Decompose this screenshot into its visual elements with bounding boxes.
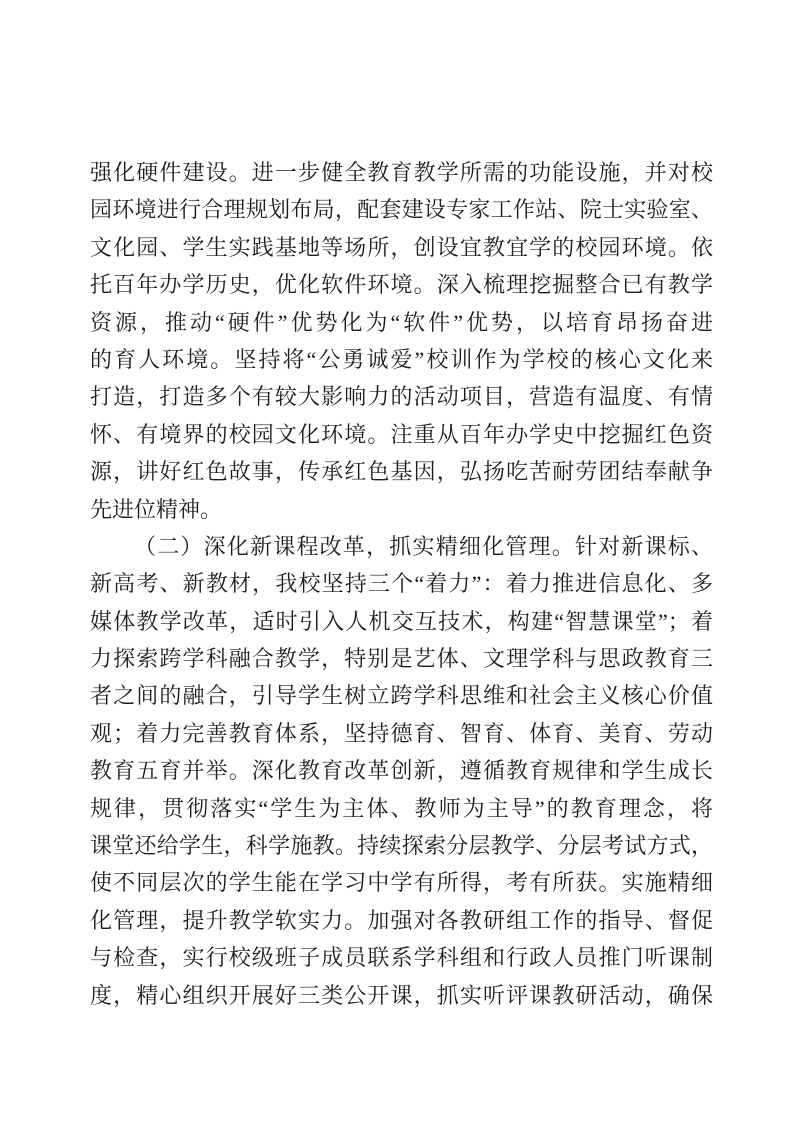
text-line: 者之间的融合，引导学生树立跨学科思维和社会主义核心价值 xyxy=(90,683,713,709)
text-line: 力探索跨学科融合教学，特别是艺体、文理学科与思政教育三 xyxy=(90,646,713,672)
text-line: 新高考、新教材，我校坚持三个“着力”：着力推进信息化、多 xyxy=(90,571,713,597)
text-line: 规律，贯彻落实“学生为主体、教师为主导”的教育理念，将 xyxy=(90,795,713,821)
text-line: 化管理，提升教学软实力。加强对各教研组工作的指导、督促 xyxy=(90,907,713,933)
text-line: 教育五育并举。深化教育改革创新，遵循教育规律和学生成长 xyxy=(90,758,713,784)
text-line: 文化园、学生实践基地等场所，创设宜教宜学的校园环境。依 xyxy=(90,234,713,260)
paragraph-2 xyxy=(90,528,713,1014)
text-line: 媒体教学改革，适时引入人机交互技术，构建“智慧课堂”；着 xyxy=(90,608,713,634)
text-line: 观；着力完善教育体系，坚持德育、智育、体育、美育、劳动 xyxy=(90,720,713,746)
text-line: 资源，推动“硬件”优势化为“软件”优势，以培育昂扬奋进 xyxy=(90,309,713,335)
text-line: 度，精心组织开展好三类公开课，抓实听评课教研活动，确保 xyxy=(90,982,713,1008)
text-line: 托百年办学历史，优化软件环境。深入梳理挖掘整合已有教学 xyxy=(90,272,713,298)
paragraph-1 xyxy=(90,154,713,528)
text-line: 的育人环境。坚持将“公勇诚爱”校训作为学校的核心文化来 xyxy=(90,346,713,372)
text-line: 使不同层次的学生能在学习中学有所得，考有所获。实施精细 xyxy=(90,870,713,896)
section-heading-line: （二）深化新课程改革，抓实精细化管理。针对新课标、 xyxy=(134,533,713,559)
text-line: 课堂还给学生，科学施教。持续探索分层教学、分层考试方式， xyxy=(90,833,713,859)
body-text xyxy=(90,154,713,1014)
text-line: 怀、有境界的校园文化环境。注重从百年办学史中挖掘红色资 xyxy=(90,421,713,447)
text-line: 先进位精神。 xyxy=(90,496,223,522)
text-line: 打造，打造多个有较大影响力的活动项目，营造有温度、有情 xyxy=(90,384,713,410)
text-line: 强化硬件建设。进一步健全教育教学所需的功能设施，并对校 xyxy=(90,160,713,185)
text-line: 园环境进行合理规划布局，配套建设专家工作站、院士实验室、 xyxy=(90,197,713,223)
text-line: 与检查，实行校级班子成员联系学科组和行政人员推门听课制 xyxy=(90,945,713,971)
text-line: 源，讲好红色故事，传承红色基因，弘扬吃苦耐劳团结奉献争 xyxy=(90,459,713,485)
